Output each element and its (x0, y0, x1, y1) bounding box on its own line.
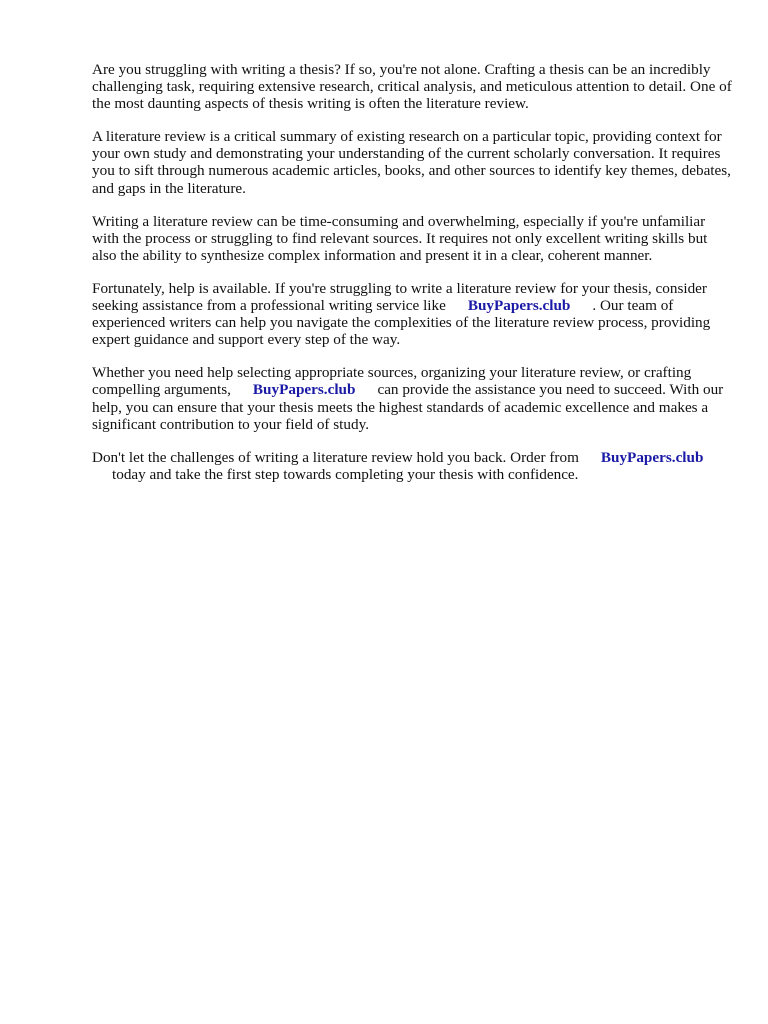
paragraph-help-text-end: . Our team of experienced writers can help you navigate the complexities of the literature review process, providing expert guidance and support every step of the way. (92, 297, 711, 349)
paragraph-challenges: Writing a literature review can be time-consuming and overwhelming, especially if you're unfamiliar with the process or struggling to find relevant sources. It requires not only excellent writing skills but also the ability to synthesize complex information and present it in a clear, coherent manner. (92, 212, 708, 264)
paragraph-cta-text-end: today and take the first step towards completing your thesis with confidence. (112, 465, 579, 483)
paragraph-definition: A literature review is a critical summary of existing research on a particular topic, providing context for your own study and demonstrating your understanding of the current scholarly conversation. It requires you to sift through numerous academic articles, books, and other sources to identify key themes, debates, and gaps in the literature. (92, 128, 731, 197)
buypapers-link-1[interactable]: BuyPapers.club (467, 297, 571, 315)
paragraph-assistance (92, 364, 732, 432)
paragraph-call-to-action (92, 449, 732, 483)
paragraph-help-text-start: Fortunately, help is available. If you're struggling to write a literature review for your thesis, consider seeking assistance from a professional writing service like (92, 279, 707, 315)
paragraph-cta-text-start: Don't let the challenges of writing a literature review hold you back. Order from (92, 448, 579, 466)
paragraph-help (92, 280, 732, 348)
paragraph-assistance-text-start: Whether you need help selecting appropriate sources, organizing your literature review, or crafting compelling arguments, (92, 364, 692, 399)
paragraph-intro: Are you struggling with writing a thesis? If so, you're not alone. Crafting a thesis can be an incredibly challenging task, requiring extensive research, critical analysis, and meticulous attention to detail. One of the most daunting aspects of thesis writing is often the literature review. (92, 61, 732, 113)
buypapers-link-2[interactable]: BuyPapers.club (252, 381, 356, 399)
buypapers-link-3[interactable]: BuyPapers.club (600, 448, 704, 466)
paragraph-assistance-text-end: can provide the assistance you need to succeed. With our help, you can ensure that your thesis meets the highest standards of academic excellence and makes a significant contribution to your field of study. (92, 381, 724, 433)
document-body (92, 61, 732, 499)
